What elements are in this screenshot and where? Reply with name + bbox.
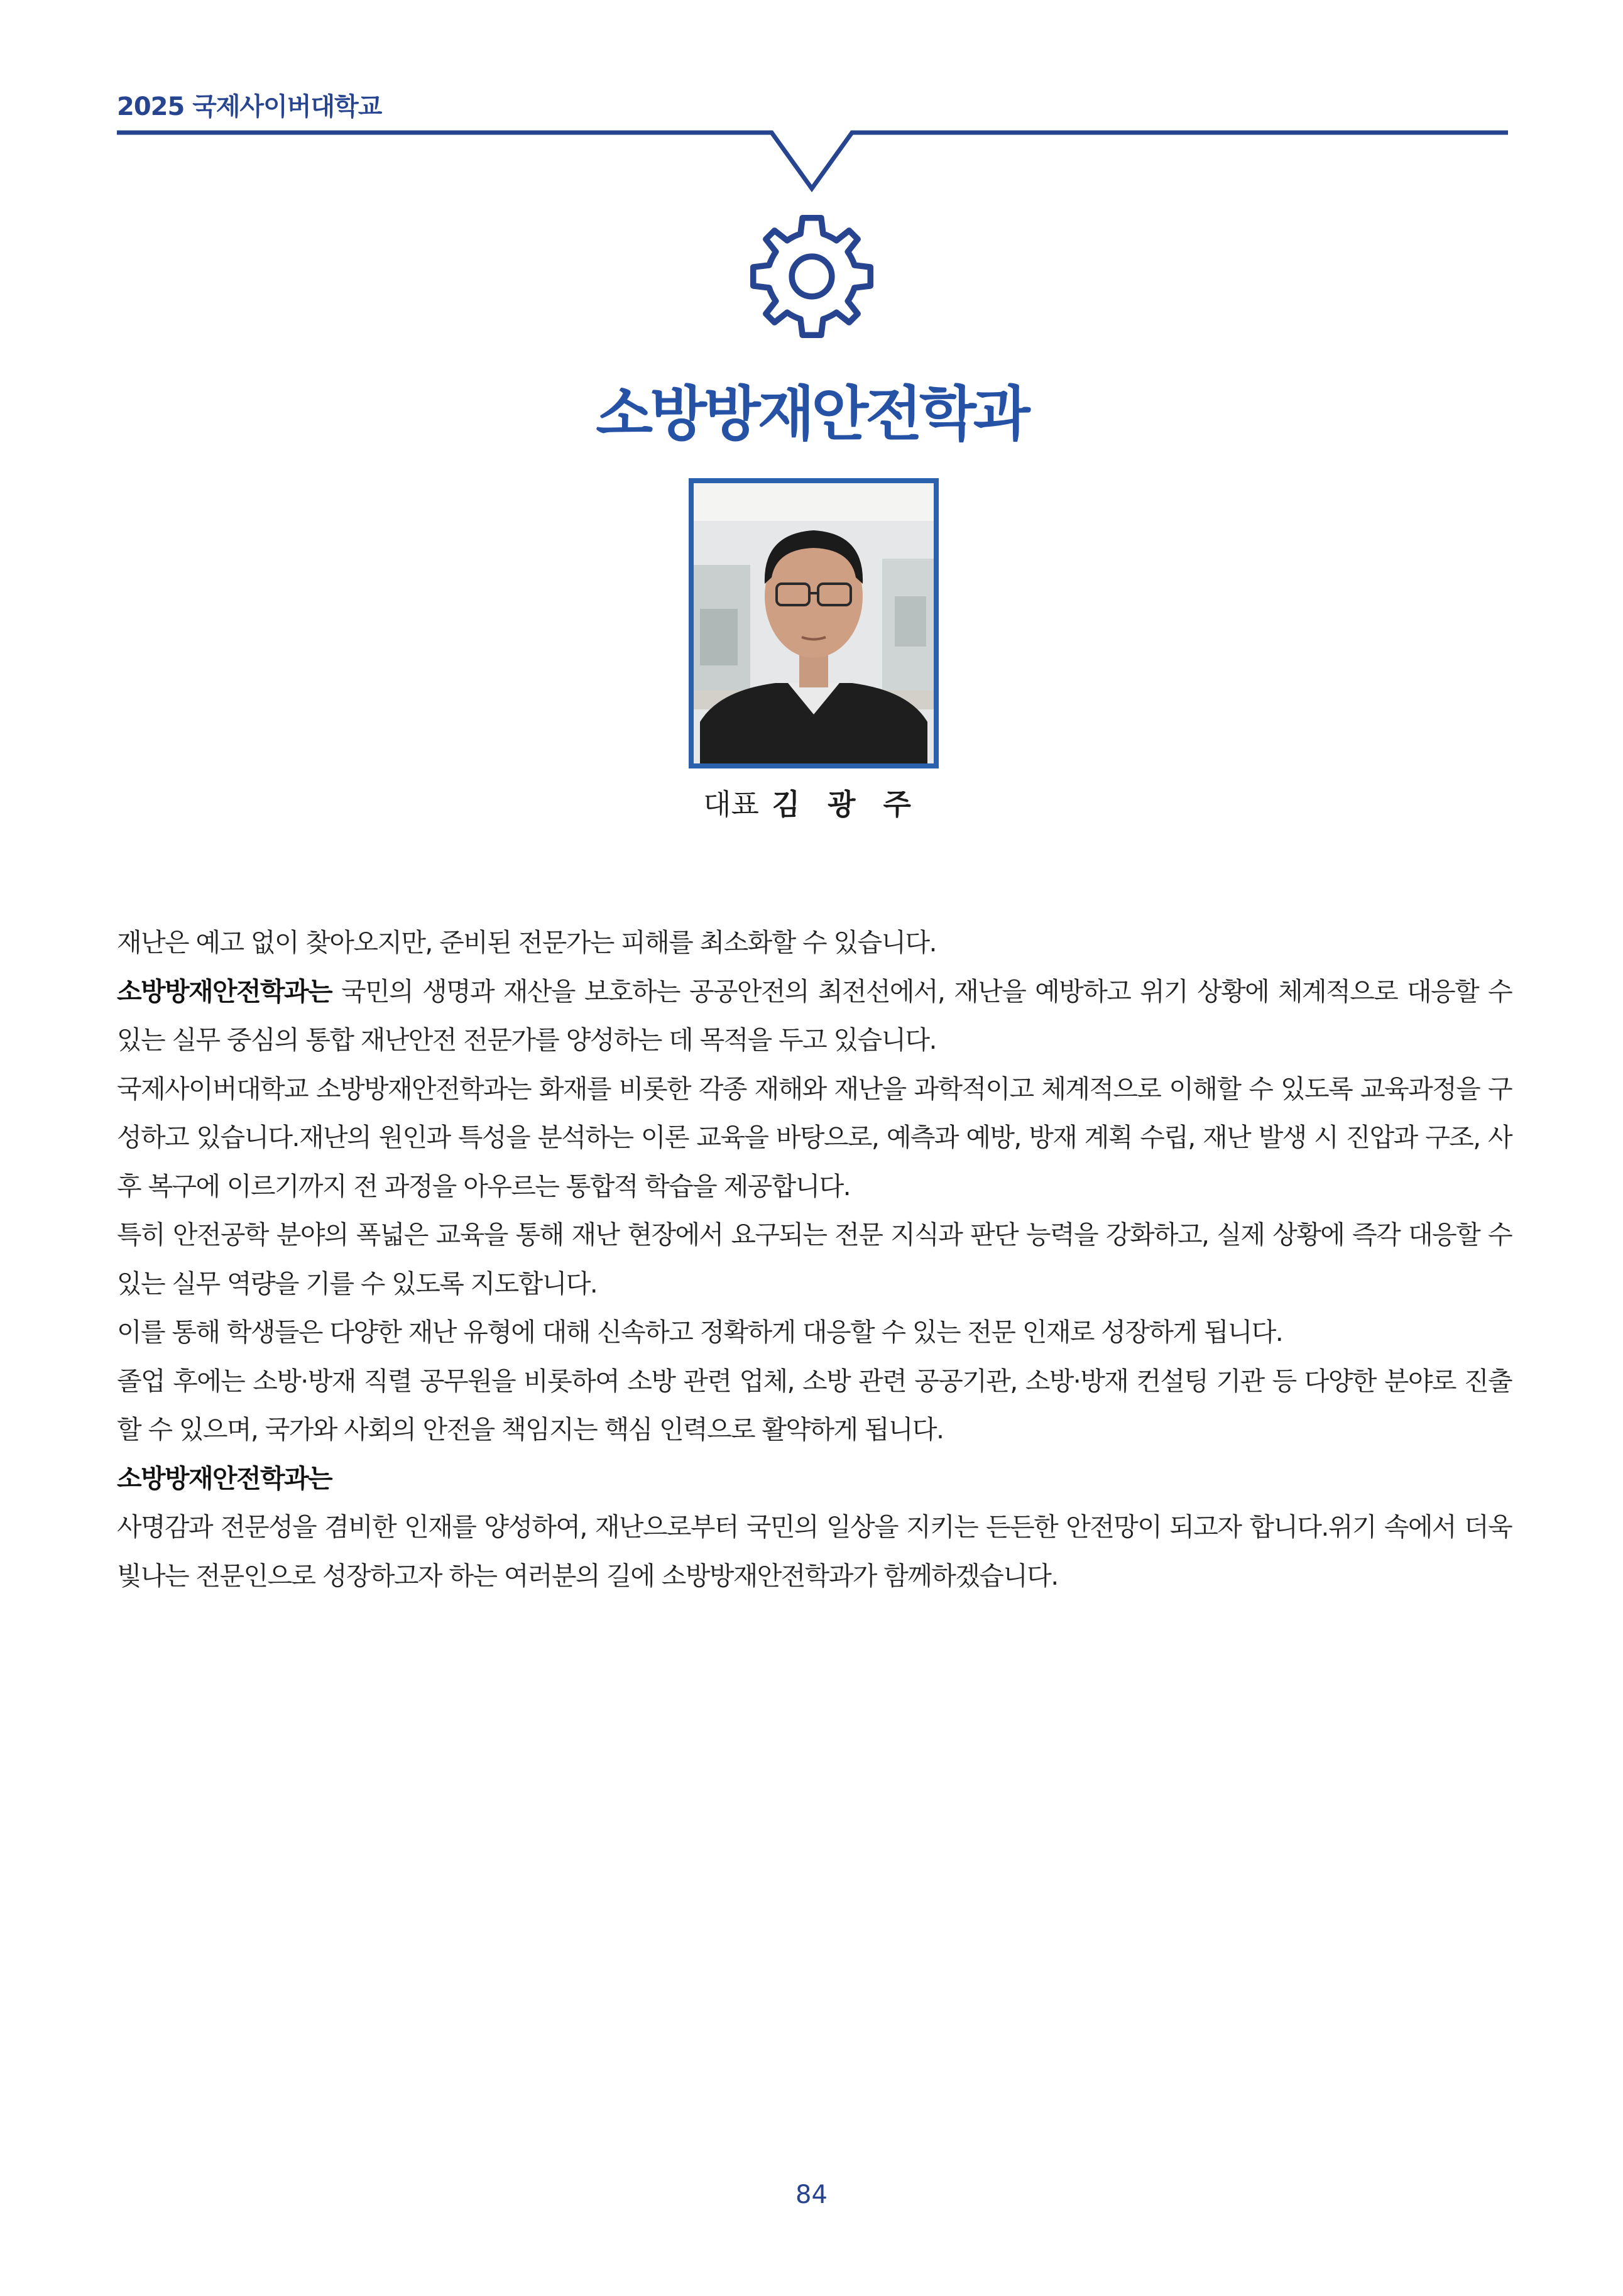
bold-department-name: 소방방재안전학과는 [117,976,332,1007]
body-paragraph: 특히 안전공학 분야의 폭넓은 교육을 통해 재난 현장에서 요구되는 전문 지식과 판단 능력을 강화하고, 실제 상황에 즉각 대응할 수 있는 실무 역량을 기를 수 있도록 지도합니다. [117,1220,1512,1299]
department-title: 소방방재안전학과 [596,380,1027,449]
bold-department-name: 소방방재안전학과는 [117,1463,332,1494]
body-paragraph: 국제사이버대학교 소방방재안전학과는 화재를 비롯한 각종 재해와 재난을 과학적이고 체계적으로 이해할 수 있도록 교육과정을 구성하고 있습니다.재난의 원인과 특성을 분석하는 이론 교육을 바탕으로, 예측과 예방, 방재 계획 수립, 재난 발생 시 진압과 구조, 사후 복구에 이르기까지 전 과정을 아우르는 통합적 학습을 제공합니다. [117,1073,1512,1201]
header-title: 2025 국제사이버대학교 [117,92,382,121]
body-paragraph-bold [117,1455,1512,1504]
body-paragraph: 졸업 후에는 소방·방재 직렬 공무원을 비롯하여 소방 관련 업체, 소방 관련 공공기관, 소방·방재 컨설팅 기관 등 다양한 분야로 진출할 수 있으며, 국가와 사회의 안전을 책임지는 핵심 인력으로 활약하게 됩니다. [117,1365,1512,1445]
gear-icon [745,210,878,343]
page-number: 84 [795,2180,828,2209]
representative-name: 김 광 주 [772,787,920,821]
body-paragraph-rest: 국민의 생명과 재산을 보호하는 공공안전의 최전선에서, 재난을 예방하고 위기 상황에 체계적으로 대응할 수 있는 실무 중심의 통합 재난안전 전문가를 양성하는 데 목적을 두고 있습니다. [117,976,1512,1055]
body-text [117,919,1512,1600]
body-paragraph: 사명감과 전문성을 겸비한 인재를 양성하여, 재난으로부터 국민의 일상을 지키는 든든한 안전망이 되고자 합니다.위기 속에서 더욱 빛나는 전문인으로 성장하고자 하는 여러분의 길에 소방방재안전학과가 함께하겠습니다. [117,1512,1512,1591]
body-paragraph [117,968,1512,1065]
representative-role: 대표 [703,787,759,821]
body-paragraph: 재난은 예고 없이 찾아오지만, 준비된 전문가는 피해를 최소화할 수 있습니다. [117,927,936,958]
representative-caption [0,785,1623,823]
body-paragraph: 이를 통해 학생들은 다양한 재난 유형에 대해 신속하고 정확하게 대응할 수 있는 전문 인재로 성장하게 됩니다. [117,1317,1283,1347]
header-divider [0,119,1623,207]
representative-photo [689,478,939,768]
